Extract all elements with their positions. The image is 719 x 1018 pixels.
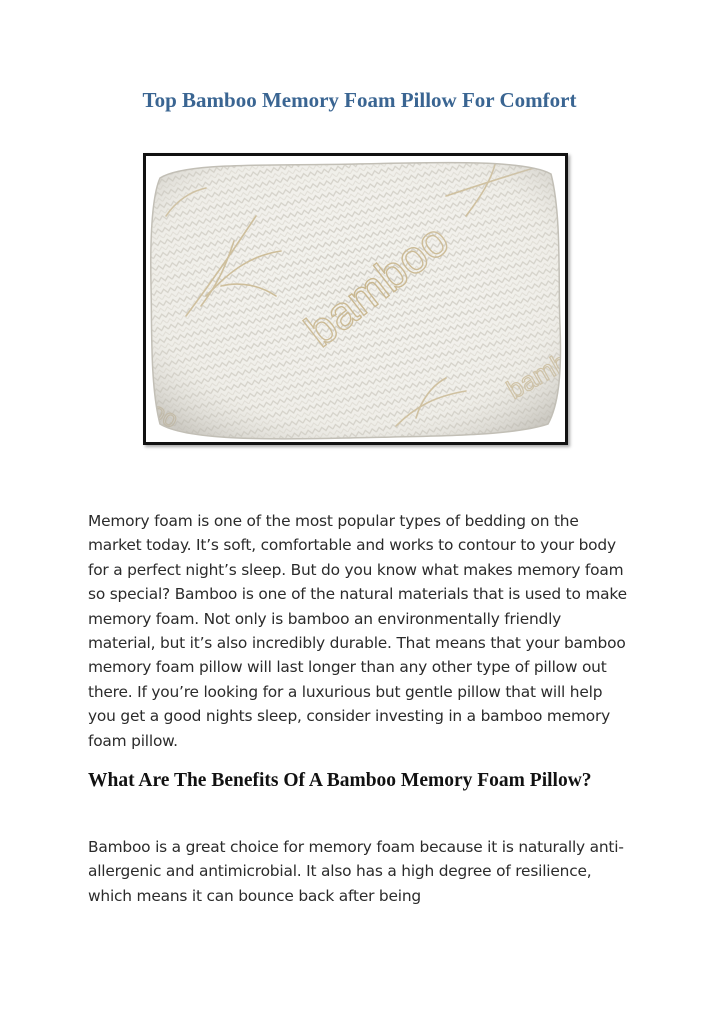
page-title: Top Bamboo Memory Foam Pillow For Comfort	[142, 88, 577, 112]
section-heading: What Are The Benefits Of A Bamboo Memory Foam Pillow?	[88, 770, 592, 791]
pillow-image	[143, 153, 568, 445]
section-paragraph: Bamboo is a great choice for memory foam because it is naturally anti-allergenic and antimicrobial. It also has a high degree of resilience, which means it can bounce back after being	[88, 838, 624, 905]
intro-paragraph: Memory foam is one of the most popular types of bedding on the market today. It’s soft, comfortable and works to contour to your body for a perfect night’s sleep. But do you know what makes memory foam so special? Bamboo is one of the natural materials that is used to make memory foam. Not only is bamboo an environmentally friendly material, but it’s also incredibly durable. That means that your bamboo memory foam pillow will last longer than any other type of pillow out there. If you’re looking for a luxurious but gentle pillow that will help you get a good nights sleep, consider investing in a bamboo memory foam pillow.	[88, 512, 627, 750]
pillow-illustration	[146, 156, 565, 442]
